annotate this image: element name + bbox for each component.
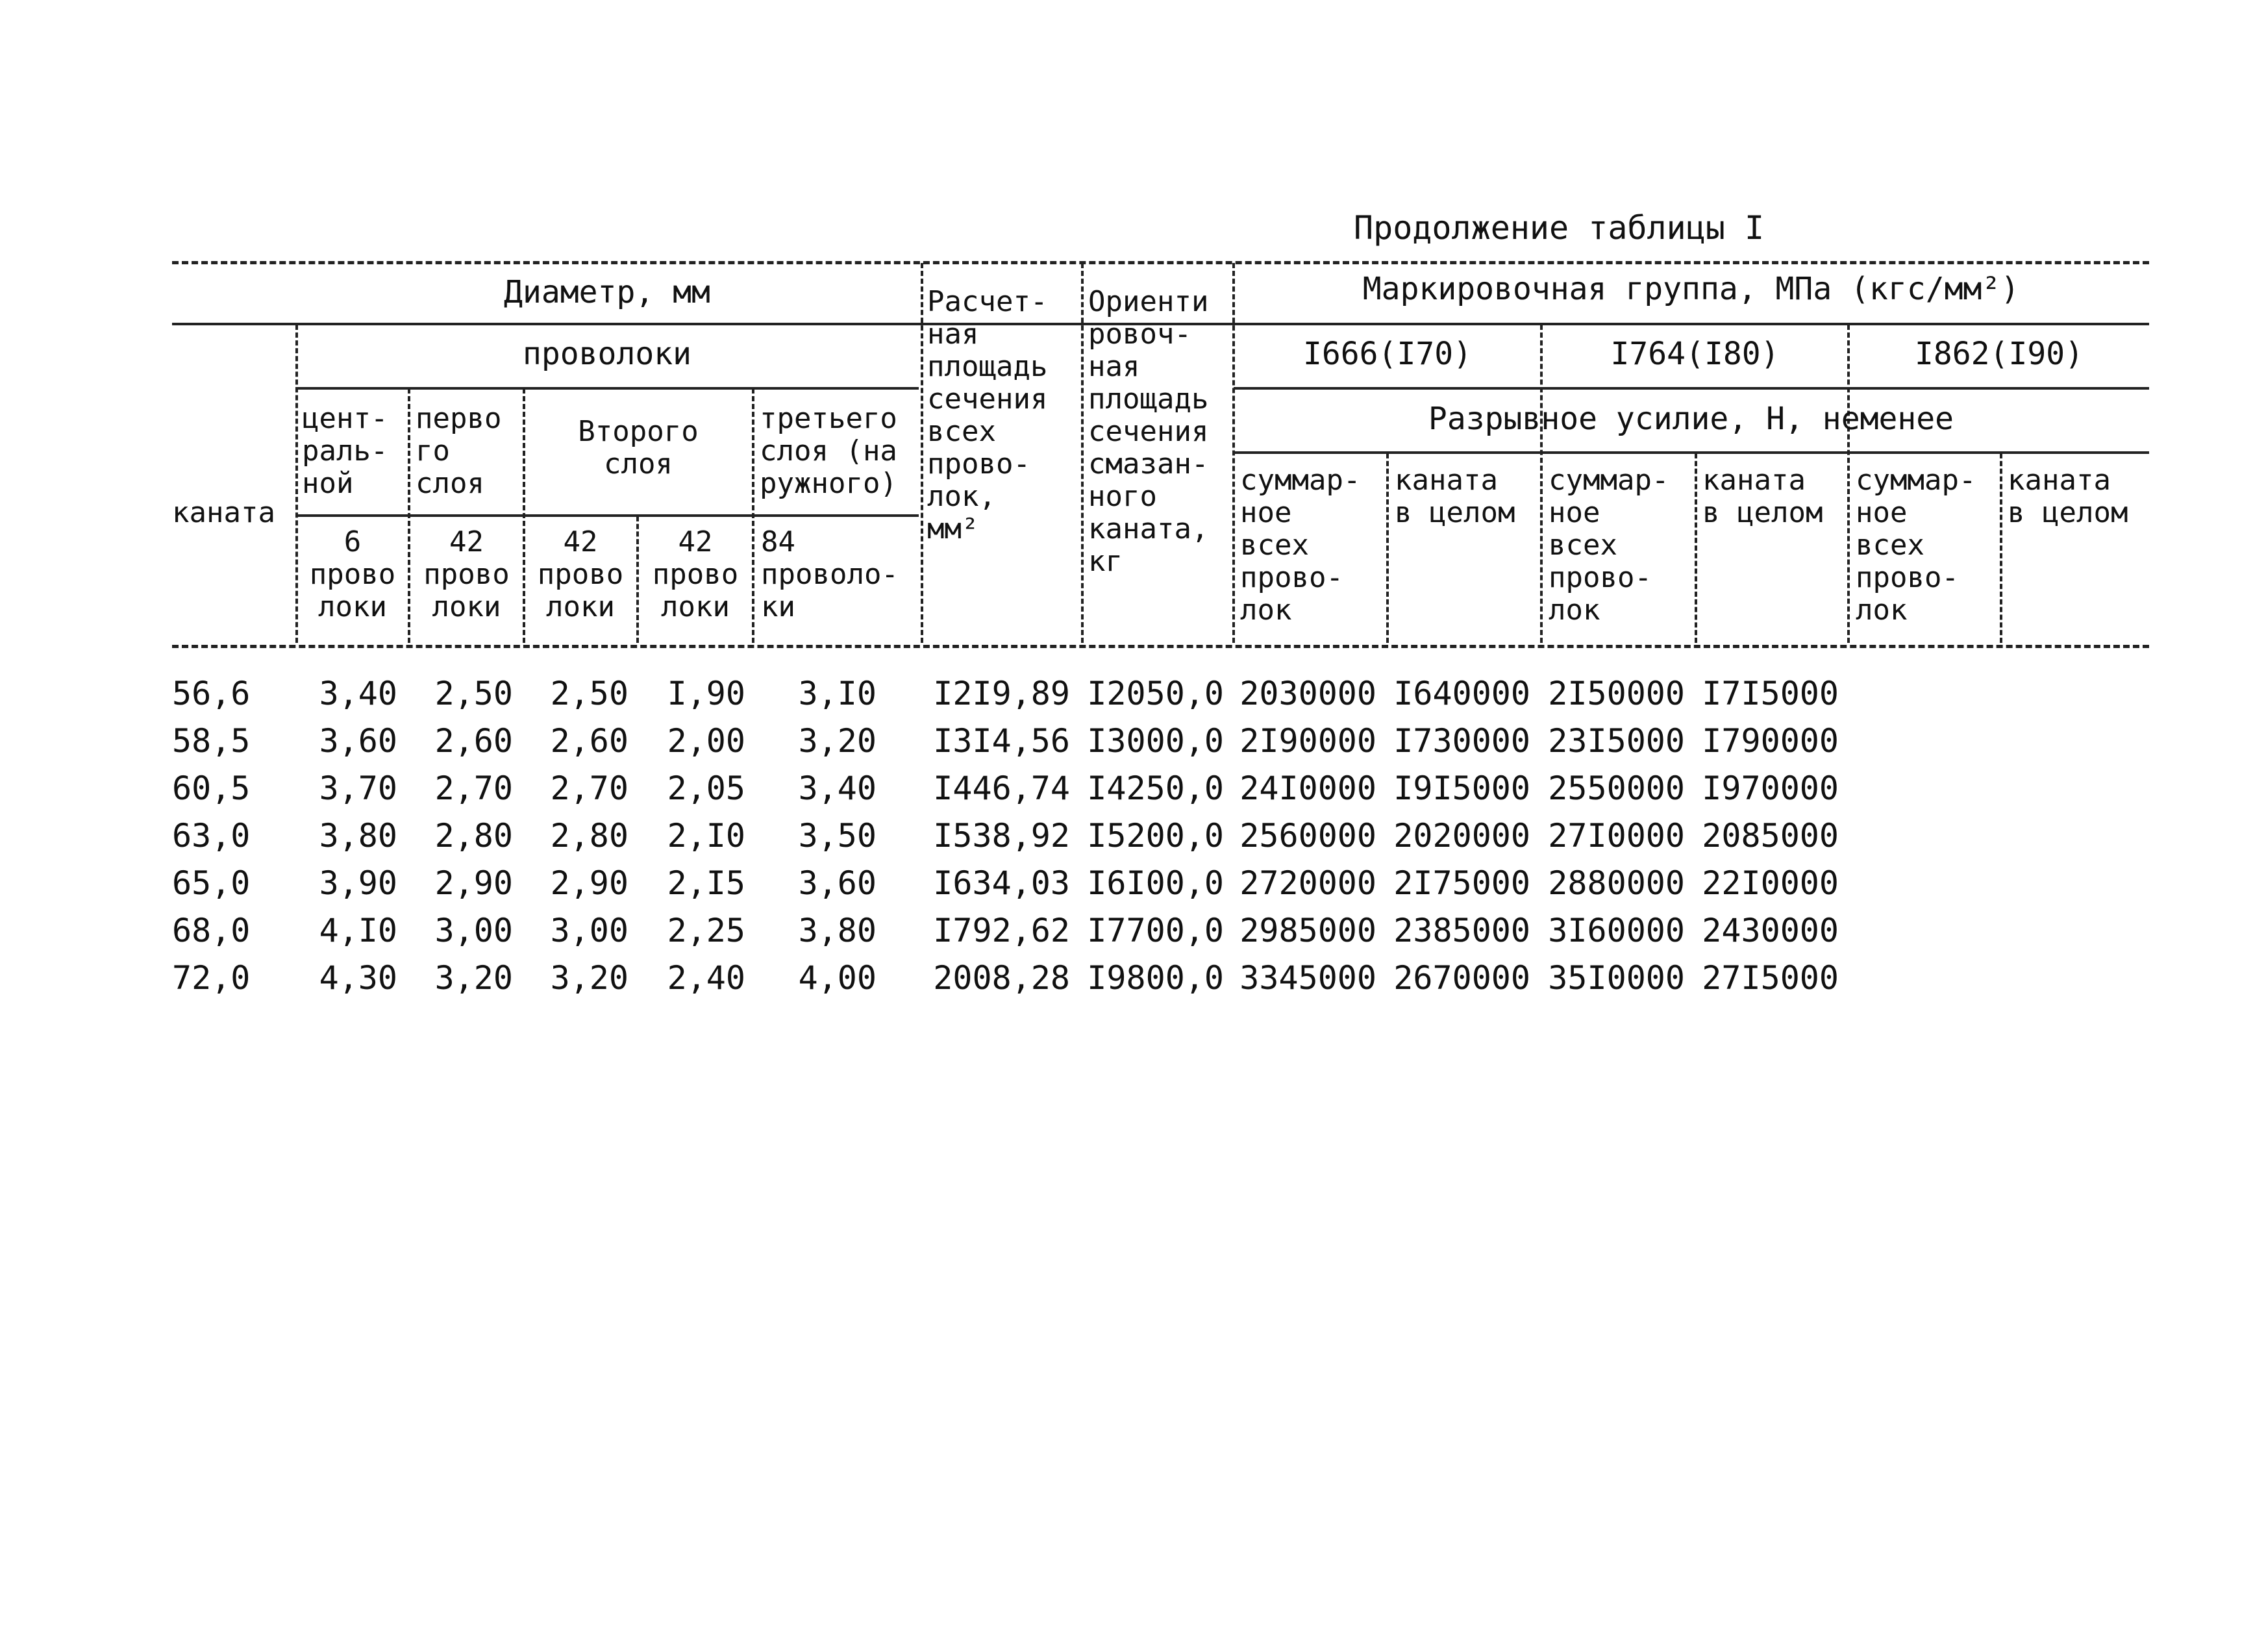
area-cell: I538,92 bbox=[933, 817, 1070, 855]
header-sum-2: суммар- ное всех прово- лок bbox=[1549, 464, 1669, 627]
rope-diameter-cell: 60,5 bbox=[172, 770, 251, 807]
header-grade-3: I862(I90) bbox=[1914, 336, 2084, 372]
col-divider-g12 bbox=[1540, 325, 1543, 643]
header-rope: каната bbox=[172, 496, 275, 529]
mass-cell: I3000,0 bbox=[1087, 722, 1224, 760]
grade1-sum-cell: 2985000 bbox=[1239, 912, 1376, 949]
grade1-whole-cell: 2385000 bbox=[1393, 912, 1530, 949]
col-divider-area bbox=[1081, 263, 1084, 643]
third-layer-cell: 3,20 bbox=[798, 722, 877, 760]
table-row bbox=[0, 957, 2253, 999]
header-rule-wires bbox=[295, 387, 919, 390]
table-row bbox=[0, 910, 2253, 951]
rope-diameter-cell: 72,0 bbox=[172, 959, 251, 997]
grade1-sum-cell: 2I90000 bbox=[1239, 722, 1376, 760]
third-layer-cell: 4,00 bbox=[798, 959, 877, 997]
central-wire-cell: 3,40 bbox=[319, 675, 397, 712]
second-layer-b-cell: 2,40 bbox=[667, 959, 745, 997]
mass-cell: I2050,0 bbox=[1087, 675, 1224, 712]
grade2-sum-cell: 2I50000 bbox=[1548, 675, 1685, 712]
col-divider-g3 bbox=[2000, 453, 2002, 643]
header-count-third: 84 проволо- ки bbox=[761, 525, 899, 623]
grade2-whole-cell: I790000 bbox=[1702, 722, 1839, 760]
second-layer-b-cell: 2,I5 bbox=[667, 864, 745, 902]
mass-cell: I6I00,0 bbox=[1087, 864, 1224, 902]
col-divider-g23 bbox=[1847, 325, 1850, 643]
area-cell: I446,74 bbox=[933, 770, 1070, 807]
header-area: Расчет- ная площадь сечения всех прово- лок, мм² bbox=[927, 285, 1048, 545]
first-layer-cell: 2,80 bbox=[434, 817, 513, 855]
second-layer-b-cell: 2,I0 bbox=[667, 817, 745, 855]
first-layer-cell: 2,90 bbox=[434, 864, 513, 902]
third-layer-cell: 3,40 bbox=[798, 770, 877, 807]
grade1-whole-cell: 2670000 bbox=[1393, 959, 1530, 997]
area-cell: I792,62 bbox=[933, 912, 1070, 949]
header-count-first: 42 прово локи bbox=[423, 525, 510, 623]
mass-cell: I9800,0 bbox=[1087, 959, 1224, 997]
table-caption: Продолжение таблицы I bbox=[1354, 209, 1765, 247]
col-divider-third bbox=[921, 263, 923, 643]
rope-diameter-cell: 65,0 bbox=[172, 864, 251, 902]
third-layer-cell: 3,80 bbox=[798, 912, 877, 949]
col-divider-mass bbox=[1232, 263, 1235, 643]
grade2-whole-cell: 22I0000 bbox=[1702, 864, 1839, 902]
grade2-sum-cell: 2550000 bbox=[1548, 770, 1685, 807]
central-wire-cell: 4,30 bbox=[319, 959, 397, 997]
third-layer-cell: 3,60 bbox=[798, 864, 877, 902]
first-layer-cell: 3,20 bbox=[434, 959, 513, 997]
central-wire-cell: 3,90 bbox=[319, 864, 397, 902]
mass-cell: I4250,0 bbox=[1087, 770, 1224, 807]
first-layer-cell: 3,00 bbox=[434, 912, 513, 949]
header-mass: Ориенти ровоч- ная площадь сечения смазан- ного каната, кг bbox=[1088, 285, 1209, 578]
area-cell: I2I9,89 bbox=[933, 675, 1070, 712]
grade1-sum-cell: 2560000 bbox=[1239, 817, 1376, 855]
grade1-sum-cell: 24I0000 bbox=[1239, 770, 1376, 807]
header-rule-grade bbox=[1234, 387, 2149, 390]
grade1-whole-cell: I9I5000 bbox=[1393, 770, 1530, 807]
second-layer-a-cell: 2,60 bbox=[550, 722, 629, 760]
table-row bbox=[0, 673, 2253, 714]
header-grade: Маркировочная группа, МПа (кгс/мм²) bbox=[1362, 271, 2020, 307]
col-divider-g2 bbox=[1695, 453, 1697, 643]
header-wires: проволоки bbox=[522, 336, 692, 372]
central-wire-cell: 3,80 bbox=[319, 817, 397, 855]
header-rule-breaking bbox=[1234, 451, 2149, 454]
second-layer-a-cell: 2,90 bbox=[550, 864, 629, 902]
header-second: Второго слоя bbox=[578, 415, 699, 481]
header-sum-3: суммар- ное всех прово- лок bbox=[1856, 464, 1976, 627]
header-grade-1: I666(I70) bbox=[1302, 336, 1473, 372]
header-central: цент- раль- ной bbox=[302, 402, 388, 500]
grade2-sum-cell: 23I5000 bbox=[1548, 722, 1685, 760]
grade2-sum-cell: 2880000 bbox=[1548, 864, 1685, 902]
grade1-sum-cell: 2720000 bbox=[1239, 864, 1376, 902]
rope-diameter-cell: 68,0 bbox=[172, 912, 251, 949]
second-layer-a-cell: 2,70 bbox=[550, 770, 629, 807]
table-row bbox=[0, 815, 2253, 857]
area-cell: I634,03 bbox=[933, 864, 1070, 902]
second-layer-b-cell: 2,25 bbox=[667, 912, 745, 949]
second-layer-a-cell: 2,80 bbox=[550, 817, 629, 855]
central-wire-cell: 4,I0 bbox=[319, 912, 397, 949]
area-cell: 2008,28 bbox=[933, 959, 1070, 997]
header-bottom-rule bbox=[172, 645, 2149, 648]
mass-cell: I5200,0 bbox=[1087, 817, 1224, 855]
area-cell: I3I4,56 bbox=[933, 722, 1070, 760]
header-whole-1: каната в целом bbox=[1395, 464, 1515, 529]
central-wire-cell: 3,70 bbox=[319, 770, 397, 807]
grade1-whole-cell: 2I75000 bbox=[1393, 864, 1530, 902]
header-sum-1: суммар- ное всех прово- лок bbox=[1240, 464, 1361, 627]
mass-cell: I7700,0 bbox=[1087, 912, 1224, 949]
header-count-second-a: 42 прово локи bbox=[537, 525, 624, 623]
col-divider-second-b bbox=[752, 388, 754, 643]
grade2-whole-cell: 2430000 bbox=[1702, 912, 1839, 949]
rope-diameter-cell: 63,0 bbox=[172, 817, 251, 855]
rope-diameter-cell: 56,6 bbox=[172, 675, 251, 712]
grade1-sum-cell: 3345000 bbox=[1239, 959, 1376, 997]
rope-diameter-cell: 58,5 bbox=[172, 722, 251, 760]
header-grade-2: I764(I80) bbox=[1610, 336, 1780, 372]
second-layer-a-cell: 2,50 bbox=[550, 675, 629, 712]
table-top-rule bbox=[172, 261, 2149, 264]
grade2-whole-cell: I7I5000 bbox=[1702, 675, 1839, 712]
second-layer-b-cell: 2,05 bbox=[667, 770, 745, 807]
central-wire-cell: 3,60 bbox=[319, 722, 397, 760]
header-count-second-b: 42 прово локи bbox=[652, 525, 739, 623]
header-rule-counts bbox=[295, 514, 919, 517]
grade1-whole-cell: I730000 bbox=[1393, 722, 1530, 760]
header-third: третьего слоя (на ружного) bbox=[760, 402, 897, 500]
grade2-whole-cell: 2085000 bbox=[1702, 817, 1839, 855]
grade1-sum-cell: 2030000 bbox=[1239, 675, 1376, 712]
grade2-sum-cell: 27I0000 bbox=[1548, 817, 1685, 855]
header-whole-2: каната в целом bbox=[1702, 464, 1823, 529]
table-row bbox=[0, 862, 2253, 904]
second-layer-b-cell: 2,00 bbox=[667, 722, 745, 760]
first-layer-cell: 2,50 bbox=[434, 675, 513, 712]
second-layer-a-cell: 3,00 bbox=[550, 912, 629, 949]
second-layer-b-cell: I,90 bbox=[667, 675, 745, 712]
header-count-central: 6 прово локи bbox=[309, 525, 396, 623]
third-layer-cell: 3,I0 bbox=[798, 675, 877, 712]
first-layer-cell: 2,70 bbox=[434, 770, 513, 807]
table-row bbox=[0, 768, 2253, 809]
header-whole-3: каната в целом bbox=[2008, 464, 2128, 529]
grade2-sum-cell: 35I0000 bbox=[1548, 959, 1685, 997]
grade2-whole-cell: 27I5000 bbox=[1702, 959, 1839, 997]
grade1-whole-cell: I640000 bbox=[1393, 675, 1530, 712]
col-divider-g1 bbox=[1386, 453, 1389, 643]
table-row bbox=[0, 720, 2253, 762]
first-layer-cell: 2,60 bbox=[434, 722, 513, 760]
grade2-whole-cell: I970000 bbox=[1702, 770, 1839, 807]
header-breaking: Разрывное усилие, Н, неменее bbox=[1428, 401, 1954, 437]
second-layer-a-cell: 3,20 bbox=[550, 959, 629, 997]
third-layer-cell: 3,50 bbox=[798, 817, 877, 855]
grade1-whole-cell: 2020000 bbox=[1393, 817, 1530, 855]
header-diameter: Диаметр, мм bbox=[504, 274, 710, 310]
grade2-sum-cell: 3I60000 bbox=[1548, 912, 1685, 949]
header-first: перво го слоя bbox=[416, 402, 502, 500]
